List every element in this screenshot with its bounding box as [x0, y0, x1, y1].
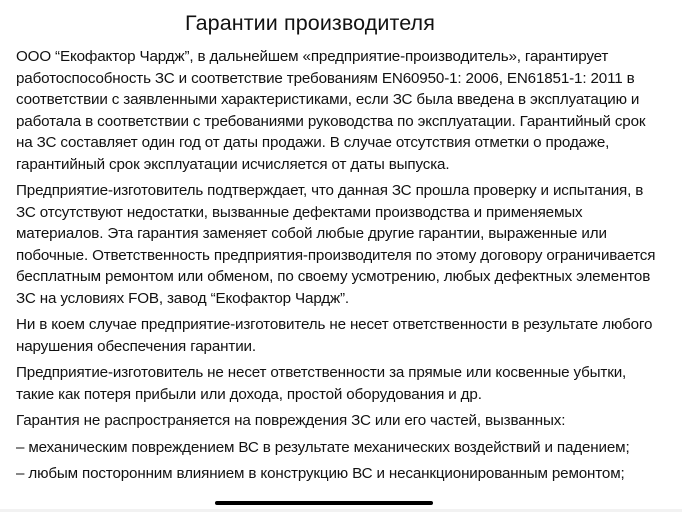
home-indicator[interactable]	[215, 501, 433, 505]
paragraph-exclusions-intro: Гарантия не распространяется на повреждения ЗС или его частей, вызванных:	[16, 412, 566, 429]
paragraph-quality-confirmation: Предприятие-изготовитель подтверждает, что данная ЗС прошла проверку и испытания, в ЗС отсутствуют недостатки, вызванные дефектами производства и применяемых материалов. Эта гарантия заменяет собой любые другие гарантии, выраженные или побочные. Ответственность предприятия-производителя по этому договору ограничивается бесплатным ремонтом или обменом, по своему усмотрению, любых дефектных элементов ЗС на условиях FOB, завод “Екофактор Чардж”.	[16, 182, 656, 307]
paragraph-indirect-losses: Предприятие-изготовитель не несет ответственности за прямые или косвенные убытки, такие как потеря прибыли или дохода, простой оборудования и др.	[16, 364, 627, 403]
list-item-mechanical-damage: – механическим повреждением ВС в результате механических воздействий и падением;	[16, 438, 630, 456]
paragraph-warranty-terms: ООО “Екофактор Чардж”, в дальнейшем «предприятие-производитель», гарантирует работоспособность ЗС и соответствие требованиям EN60950-1: 2006, EN61851-1: 2011 в соответствии с заявленными характеристиками, если ЗС была введена в эксплуатацию и работала в соответствии с требованиями руководства по эксплуатации. Гарантийный срок на ЗС составляет один год от даты продажи. В случае отсутствия отметки о продаже, гарантийный срок эксплуатации исчисляется от даты выпуска.	[16, 48, 646, 173]
paragraph-no-liability: Ни в коем случае предприятие-изготовитель не несет ответственности в результате любого нарушения обеспечения гарантии.	[16, 316, 653, 355]
document-body	[16, 46, 656, 490]
list-item-unauthorized-repair: – любым посторонним влиянием в конструкцию ВС и несанкционированным ремонтом;	[16, 465, 625, 482]
page-title: Гарантии производителя	[185, 11, 435, 35]
